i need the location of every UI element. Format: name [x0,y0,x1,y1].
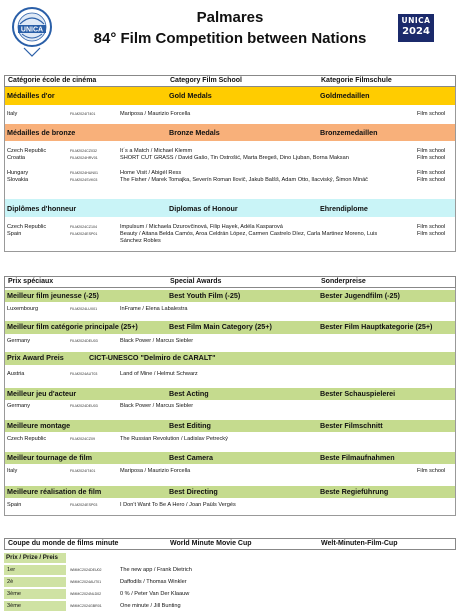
honour-label-en: Diplomas of Honour [169,204,238,213]
film-code: FILM2024IT401 [70,469,96,473]
award-label-en: Best Directing [169,487,218,496]
film-code: FILM2024AUT03 [70,372,98,376]
place: 3ème [7,591,21,597]
film-title: 0 % / Peter Van Der Klaauw [120,591,190,597]
gold-label-en: Gold Medals [169,91,212,100]
country: Czech Republic [7,224,47,230]
film-title: Daffodils / Thomas Winkler [120,579,187,585]
film-code: FILM2024CZ032 [70,149,97,153]
film-title: Mariposa / Maurizio Forcella [120,468,191,474]
prize-subheader-label: Prix / Prize / Preis [6,554,58,561]
page-header [0,0,460,64]
header-fr: Catégorie école de cinéma [8,77,97,84]
country: Czech Republic [7,148,47,154]
film-title: The new app / Frank Dietrich [120,567,192,573]
film-title: It´s a Match / Michael Klemm [120,148,193,154]
film-code: WMMC2024NLD02 [70,592,102,596]
gold-label-fr: Médailles d'or [7,91,55,100]
award-label-en: Best Camera [169,453,213,462]
award-label-de: Bester Schauspielerei [320,389,396,398]
film-title: SHORT CUT GRASS / David Gašo, Tin Ostrošić, Marta Bregeš, Dino Ljuban, Borna Maksan [120,155,349,161]
header-de: Kategorie Filmschule [321,77,392,84]
film-title: One minute / Jill Bunting [120,603,181,609]
film-title: Beauty / Aitana Belda Camós, Aroa Celdrán López, Carmen Castrelo Díez, Carla Martinez Moreno, Luis Sánchez Robles [120,231,378,244]
film-code: FILM2024SVK03 [70,178,98,182]
award-label-de: Bester Filmschnitt [320,421,383,430]
award-label-de: Bester Jugendfilm (-25) [320,291,400,300]
special-awards-header [4,276,456,288]
award-label-fr: Meilleur film catégorie principale (25+) [7,322,138,331]
film-code: WMMC2024GBR01 [70,604,102,608]
bronze-label-de: Bronzemedaillen [320,128,378,137]
place-cell [4,577,66,587]
country: Spain [7,502,22,508]
film-title: InFrame / Elena Labalestra [120,306,188,312]
award-label-fr: Prix Award Preis [7,353,64,362]
header-en: Special Awards [170,278,222,285]
film-title: Impulsum / Michaela Dzurovčinová, Filip Hayek, Adéla Kasparová [120,224,283,230]
film-code: FILM2024DEU03 [70,404,98,408]
award-label-fr: Meilleur film jeunesse (-25) [7,291,99,300]
country: Austria [7,371,25,377]
country: Luxembourg [7,306,39,312]
film-type: Film school [417,177,446,183]
country: Croatia [7,155,26,161]
award-label-fr: Meilleure réalisation de film [7,487,102,496]
film-title: The Fisher / Marek Tomajka, Severín Roman Ilovič, Jakub Balšš, Adam Otto, Ilacviský, Šimon Mináč [120,177,368,183]
minute-row [4,565,456,575]
film-code: FILM2024ESP03 [70,503,98,507]
unica-2024-logo-line2: 2024 [402,26,430,37]
film-type: Film school [417,468,446,474]
film-code: FILM2024LUX01 [70,307,98,311]
award-label-de: Beste Regieführung [320,487,389,496]
place: 2è [7,579,14,585]
film-type: Film school [417,231,446,237]
film-title: Land of Mine / Helmut Schwarz [120,371,198,377]
country: Germany [7,403,31,409]
page-title: Palmares [196,9,264,26]
award-label-fr: Meilleur tournage de film [7,453,93,462]
country: Spain [7,231,22,237]
bronze-label-en: Bronze Medals [169,128,220,137]
minute-row [4,577,456,587]
film-type: Film school [417,170,446,176]
unica-logo-text: UNICA [20,26,44,34]
unica-2024-logo [398,14,434,42]
award-label-en: Best Acting [169,389,209,398]
film-code: FILM2024ESP01 [70,232,98,236]
header-de: Welt-Minuten-Film-Cup [321,540,398,547]
film-type: Film school [417,148,446,154]
film-title: I Don't Want To Be A Hero / Joan Paüls Vergés [120,502,236,508]
country: Czech Republic [7,436,47,442]
film-code: FILM2024IT401 [70,112,96,116]
minute-row [4,589,456,599]
film-title: Black Power / Marcus Siebler [120,338,194,344]
country: Italy [7,468,18,474]
award-label-fr: Meilleure montage [7,421,71,430]
film-title: The Russian Revolution / Ladislav Petrecký [120,436,228,442]
unica-2024-logo-line1: UNICA [401,16,431,25]
country: Italy [7,111,18,117]
film-code: FILM2024HRV01 [70,156,98,160]
film-type: Film school [417,111,446,117]
film-code: WMMC2024DEU02 [70,568,102,572]
minute-movie-header [4,538,456,550]
header-fr: Prix spéciaux [8,278,54,285]
gold-label-de: Goldmedaillen [320,91,370,100]
place: 1er [7,567,16,573]
film-type: Film school [417,224,446,230]
award-label-de: Bester Film Hauptkategorie (25+) [320,322,433,331]
film-code: FILM2024DEU03 [70,339,98,343]
minute-row [4,601,456,611]
header-en: World Minute Movie Cup [170,540,252,547]
header-fr: Coupe du monde de films minute [8,540,119,547]
honour-label-de: Ehrendiplome [320,204,368,213]
country: Germany [7,338,31,344]
award-label-en: Best Youth Film (-25) [169,291,241,300]
film-school-header [4,75,456,87]
award-label-en: CICT-UNESCO "Delmiro de CARALT" [89,353,216,362]
award-label-en: Best Film Main Category (25+) [169,322,272,331]
honour-label-fr: Diplômes d'honneur [7,204,77,213]
award-label-en: Best Editing [169,421,211,430]
film-title: Black Power / Marcus Siebler [120,403,194,409]
film-type: Film school [417,155,446,161]
header-de: Sonderpreise [321,278,366,285]
film-code: FILM2024CZ104 [70,225,97,229]
film-school-section-border [4,87,456,252]
film-code: FILM2024CZ09 [70,437,95,441]
country: Hungary [7,170,29,176]
film-code: FILM2024HUN01 [70,171,98,175]
award-label-de: Beste Filmaufnahmen [320,453,395,462]
bronze-label-fr: Médailles de bronze [7,128,76,137]
film-title: Home Visit / Abigél Ress [120,170,182,176]
film-code: WMMC2024AUT01 [70,580,102,584]
prize-subheader [4,553,66,563]
country: Slovakia [7,177,29,183]
special-awards-section-border [4,288,456,516]
page-subtitle: 84° Film Competition between Nations [93,30,367,47]
film-title: Mariposa / Maurizio Forcella [120,111,191,117]
award-label-fr: Meilleur jeu d'acteur [7,389,77,398]
header-en: Category Film School [170,77,242,84]
place: 3ème [7,603,21,609]
